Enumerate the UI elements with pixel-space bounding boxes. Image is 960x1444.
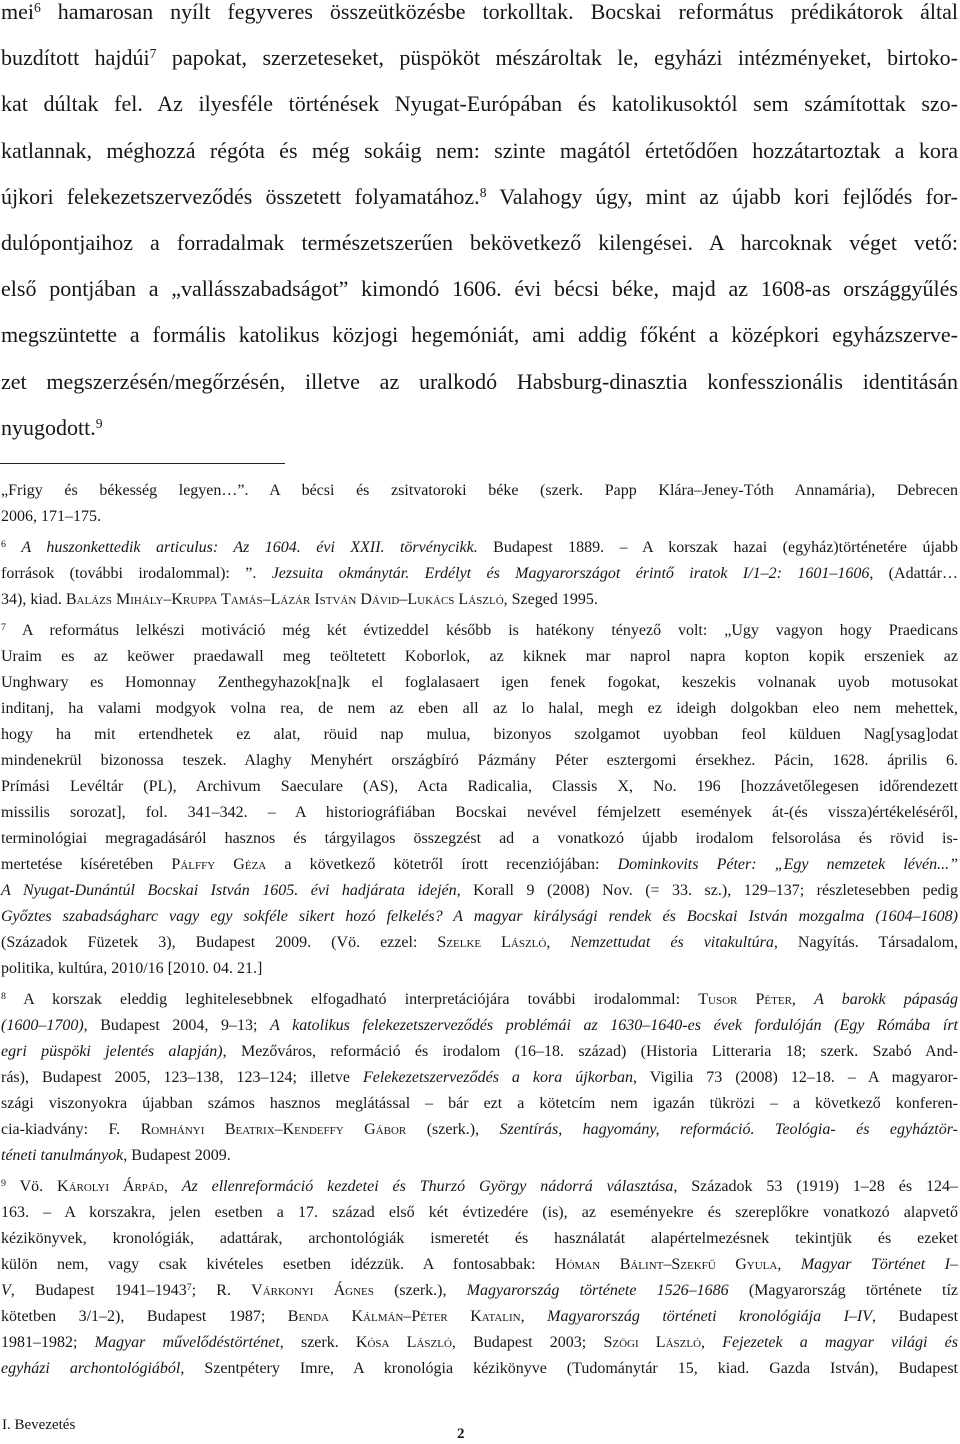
- text-line: [1, 1356, 958, 1382]
- footnote-ref: 7: [149, 46, 157, 62]
- italic-text: Győztes szabadságharc vagy egy sokféle sikert hozó felkelés? A magyar királysági rendek és Bocskai István mozgalma (1604–1608): [1, 908, 958, 925]
- text-run: mertetése kíséretében: [1, 856, 172, 873]
- text-run: , Vigilia 73 (2008) 12–18. – A magyaror-: [633, 1069, 958, 1086]
- text-run: , Budapest 2004, 9–13;: [83, 1017, 271, 1034]
- text-line: [1, 1226, 958, 1252]
- text-run: zet megszerzésén/megőrzésén, illetve az uralkodó Habsburg-dinasztia konfesszionális identitásán: [1, 368, 958, 394]
- italic-text: A katolikus felekezetszerveződés problémái az 1630–1640-es évek fordulóján (Egy Rómába írt: [270, 1017, 958, 1034]
- text-run: ,: [520, 1308, 548, 1325]
- text-line: [1, 0, 958, 35]
- text-line: [1, 644, 958, 670]
- footnote-continuation: [1, 478, 958, 530]
- text-line: [1, 800, 958, 826]
- text-line: [1, 478, 958, 504]
- text-line: [1, 1143, 958, 1169]
- small-caps-name: Kósa László: [355, 1334, 452, 1351]
- footnote-9: [1, 1174, 958, 1382]
- footnote-number: 6: [1, 539, 6, 551]
- text-run: (szerk.),: [373, 1282, 467, 1299]
- small-caps-name: Balázs Mihály–Kruppa Tamás–Lázár István Dávid–Lukács László: [65, 591, 504, 608]
- small-caps-name: Károlyi Árpád: [57, 1178, 164, 1195]
- text-run: Prímási Levéltár (PL), Archivum Saeculare (AS), Acta Radicalia, Classis X, No. 196 [hozzávetőlegesen időrendezett: [1, 778, 958, 795]
- text-line: [1, 722, 958, 748]
- text-line: [1, 312, 958, 358]
- running-footer-section: I. Bevezetés: [2, 1417, 76, 1433]
- text-run: Budapest 1889. – A korszak hazai (egyház)történetére újabb: [477, 539, 959, 556]
- italic-text: A barokk pápaság: [814, 991, 959, 1008]
- text-run: nyugodott.: [1, 414, 96, 440]
- text-run: katlannak, méghozzá régóta és még sokáig nem: szinte magától értetődően hozzátartoztak a kora: [1, 137, 958, 163]
- text-run: ,: [163, 1178, 182, 1195]
- text-run: „Frigy és békesség legyen…”. A bécsi és zsitvatoroki béke (szerk. Papp Klára–Jeney-Tóth Annamária), Debrecen: [1, 482, 958, 499]
- text-line: [1, 1330, 958, 1356]
- small-caps-name: Romhányi Beatrix–Kendeffy Gábor: [140, 1121, 407, 1138]
- italic-text: A huszonkettedik articulus: Az 1604. évi XXII. törvénycikk.: [21, 539, 478, 556]
- text-run: papokat, szerzeteseket, püspököt mészároltak le, egyházi intézményeket, birtoko-: [156, 45, 958, 71]
- footnote-8: [1, 987, 958, 1169]
- text-run: Vö.: [19, 1178, 58, 1195]
- text-line: [1, 670, 958, 696]
- small-caps-name: Várkonyi Ágnes: [251, 1282, 374, 1299]
- text-line: [1, 1174, 958, 1200]
- text-run: megszüntette a formális katolikus közjogi hegemóniát, ami addig főként a középkori egyházszerve-: [1, 322, 958, 348]
- text-run: , Századok 53 (1919) 1–28 és 124–: [673, 1178, 958, 1195]
- text-run: ,: [791, 991, 815, 1008]
- text-run: a következő kötetről írott recenziójában:: [266, 856, 618, 873]
- text-run: , Nagyítás. Társadalom,: [773, 934, 959, 951]
- small-caps-name: Szelke László: [437, 934, 547, 951]
- text-line: [1, 852, 958, 878]
- text-line: [1, 1278, 958, 1304]
- text-run: mindenekrül bizonossa teszek. Alaghy Menyhért országbíró Pázmány Péter esztergomi érsekhez. Pácin, 1628. április 6.: [1, 752, 958, 769]
- text-line: [1, 696, 958, 722]
- text-line: [1, 748, 958, 774]
- text-run: újkori felekezetszerveződés összetett folyamatához.: [1, 183, 480, 209]
- footnote-number: 8: [1, 991, 6, 1003]
- text-run: , Mezőváros, reformáció és irodalom (16–18. század) (Historia Litteraria 18; szerk. Szabó And-: [222, 1043, 958, 1060]
- text-line: [1, 1013, 958, 1039]
- text-run: 34), kiad.: [1, 591, 66, 608]
- text-run: (szerk.),: [406, 1121, 500, 1138]
- text-run: Unghwary es Homonnay Zenthegyhazok[na]k el foglalasaert igen fenek fogokat, keszekis volnanak uyob motusokat: [1, 674, 958, 691]
- footnote-ref: 6: [34, 0, 41, 16]
- italic-text: téneti tanulmányok: [1, 1147, 124, 1164]
- text-run: , Budapest: [872, 1308, 959, 1325]
- text-line: [1, 128, 958, 174]
- text-run: dulópontjaihoz a forradalmak természetszerűen bekövetkező kilengései. A harcoknak véget vető:: [1, 230, 958, 256]
- text-run: kötetben 3/1–2), Budapest 1987;: [1, 1308, 288, 1325]
- text-run: , Budapest 1941–1943: [10, 1282, 187, 1299]
- footnote-ref: 9: [95, 416, 103, 432]
- text-run: , Szeged 1995.: [503, 591, 598, 608]
- text-run: (Századok Füzetek 3), Budapest 2009. (Vö. ezzel:: [1, 934, 438, 951]
- text-line: [1, 587, 958, 613]
- italic-text: Az ellenreformáció kezdetei és Thurzó György nádorrá választása: [181, 1178, 674, 1195]
- text-run: missilis sorozat], fol. 341–342. – A historiográfiában Bocskai nevével fémjelzett események át-(és vissza)értékeléséről,: [1, 804, 958, 821]
- italic-text: Magyarország történeti kronológiája I–IV: [547, 1308, 873, 1325]
- text-run: ,: [701, 1334, 723, 1351]
- text-line: [1, 1304, 958, 1330]
- italic-text: Magyar Történet I–: [800, 1256, 959, 1273]
- text-run: első pontjában a „vallásszabadságot” kimondó 1606. évi bécsi béke, majd az 1608-as országgyűlés: [1, 276, 958, 302]
- text-run: inditanj, ha valami modgyok volna rea, de nem az eben all az lo halal, megh ez ideigh dolgokban eleo nem mehettek,: [1, 700, 958, 717]
- footnote-7: [1, 618, 958, 982]
- text-line: [1, 1117, 958, 1143]
- text-run: A korszak eleddig leghitelesebbnek elfogadható interpretációjára további irodalommal:: [23, 991, 699, 1008]
- text-line: [1, 987, 958, 1013]
- italic-text: Magyar művelődéstörténet: [94, 1334, 280, 1351]
- italic-text: Szentírás, hagyomány, reformáció. Teológia- és egyháztör-: [499, 1121, 958, 1138]
- text-run: 163. – A korszakra, jelen esetben a 17. század első két évtizedére (is), az eseményekre és szereplőkre vonatkozó alapvető: [1, 1204, 958, 1221]
- text-line: [1, 535, 958, 561]
- text-line: [1, 878, 958, 904]
- text-run: buzdított hajdúi: [1, 45, 150, 71]
- text-run: 1981–1982;: [1, 1334, 95, 1351]
- footnote-number: 7: [1, 622, 6, 634]
- small-caps-name: Benda Kálmán–Péter Katalin: [287, 1308, 521, 1325]
- text-line: [1, 1200, 958, 1226]
- text-run: kat dúltak fel. Az ilyesféle történések Nyugat-Európában és katolikusoktól sem számítottak szo-: [1, 91, 958, 117]
- text-run: kézikönyvek, kronológiák, adattárak, archontológiák ismeretét és használatát alapértelmezésnek tekintjük és ezeket: [1, 1230, 958, 1247]
- footnote-number: 9: [1, 1178, 6, 1190]
- italic-text: Jezsuita okmánytár. Erdélyt és Magyarországot érintő iratok I/1–2: 1601–1606: [271, 565, 870, 582]
- text-run: 2006, 171–175.: [1, 508, 101, 525]
- text-line: [1, 266, 958, 312]
- text-run: hogy ha mit ertendhetek ez alat, röuid nap mulua, bizonyos szolgamot uyobban feol külduen Nag[ysag]odat: [1, 726, 958, 743]
- text-run: rás), Budapest 2005, 123–138, 123–124; illetve: [1, 1069, 363, 1086]
- italic-text: Dominkovits Péter: „Egy nemzetek lévén...”: [617, 856, 959, 873]
- text-line: [1, 561, 958, 587]
- text-line: [1, 826, 958, 852]
- text-line: [1, 956, 958, 982]
- text-line: [1, 774, 958, 800]
- footnote-ref: 7: [186, 1282, 192, 1294]
- footnote-6: [1, 535, 958, 613]
- text-run: cia-kiadvány: F.: [1, 1121, 141, 1138]
- text-run: ; R.: [191, 1282, 252, 1299]
- text-run: források (további irodalommal): ”.: [1, 565, 272, 582]
- text-run: , Budapest 2009.: [123, 1147, 231, 1164]
- text-line: [1, 930, 958, 956]
- text-run: (Magyarország története tíz: [728, 1282, 959, 1299]
- italic-text: Nemzettudat és vitakultúra: [570, 934, 774, 951]
- italic-text: A Nyugat-Dunántúl Bocskai István 1605. évi hadjárata idején: [1, 882, 457, 899]
- text-run: politika, kultúra, 2010/16 [2010. 04. 21.]: [1, 960, 263, 977]
- text-run: mei: [1, 0, 34, 24]
- italic-text: Magyarország története 1526–1686: [466, 1282, 729, 1299]
- italic-text: V: [1, 1282, 11, 1299]
- text-run: , szerk.: [279, 1334, 356, 1351]
- text-line: [1, 504, 958, 530]
- text-run: terminológiai megragadásáról hasznos és tárgyilagos összegzést ad a vonatkozó újabb irodalom felsorolása és rövid is-: [1, 830, 958, 847]
- text-line: [1, 81, 958, 127]
- text-line: [1, 174, 958, 220]
- text-line: [1, 618, 958, 644]
- text-run: szági viszonyokra újabban számos hasznos meglátással – bár ezt a kötetcím nem igazán tükrözi – a következő konferen-: [1, 1095, 958, 1112]
- footnotes: [1, 478, 958, 1382]
- text-run: ,: [546, 934, 571, 951]
- small-caps-name: Hóman Bálint–Szekfű Gyula: [555, 1256, 778, 1273]
- text-run: ,: [777, 1256, 801, 1273]
- italic-text: (1600–1700): [1, 1017, 84, 1034]
- text-run: hamarosan nyílt fegyveres összeütközésbe torkolltak. Bocskai református prédikátorok által: [40, 0, 958, 24]
- text-run: Valahogy úgy, mint az újabb kori fejlődés for-: [486, 183, 958, 209]
- text-line: [1, 220, 958, 266]
- text-run: , Korall 9 (2008) Nov. (= 33. sz.), 129–137; részletesebben pedig: [456, 882, 958, 899]
- text-run: külön nem, vagy csak kivételes esetben idézzük. A fontosabbak:: [1, 1256, 556, 1273]
- italic-text: Fejezetek a magyar világi és: [722, 1334, 959, 1351]
- small-caps-name: Szögi László: [603, 1334, 702, 1351]
- text-line: [1, 35, 958, 81]
- small-caps-name: Pálffy Géza: [171, 856, 267, 873]
- footnote-separator: [0, 463, 285, 464]
- text-run: A református lelkészi motiváció még két évtizeddel később is hatékony tényező volt: „Ugy vagyon hogy Praedicans: [21, 622, 958, 639]
- text-line: [1, 1065, 958, 1091]
- text-line: [1, 359, 958, 405]
- text-run: Uraim es az keöwer praedawall meg teöltetett Koborlok, az kiknek mar naprol napra kopton kopik erszeniek az: [1, 648, 958, 665]
- text-line: [1, 904, 958, 930]
- text-line: [1, 1039, 958, 1065]
- footnote-ref: 8: [479, 185, 487, 200]
- italic-text: egyházi archontológiából: [1, 1360, 181, 1377]
- italic-text: egri püspöki jelentés alapján): [1, 1043, 223, 1060]
- page-number: 2: [457, 1426, 465, 1442]
- small-caps-name: Tusor Péter: [698, 991, 792, 1008]
- main-text: [1, 0, 958, 451]
- italic-text: Felekezetszerveződés a kora újkorban: [362, 1069, 634, 1086]
- text-line: [1, 1091, 958, 1117]
- text-run: , (Adattár…: [869, 565, 958, 582]
- text-line: [1, 1252, 958, 1278]
- text-run: , Budapest 2003;: [451, 1334, 604, 1351]
- text-line: [1, 405, 958, 451]
- text-run: , Szentpétery Imre, A kronológia kézikönyve (Tudománytár 15, kiad. Gazda István), Budapest: [180, 1360, 959, 1377]
